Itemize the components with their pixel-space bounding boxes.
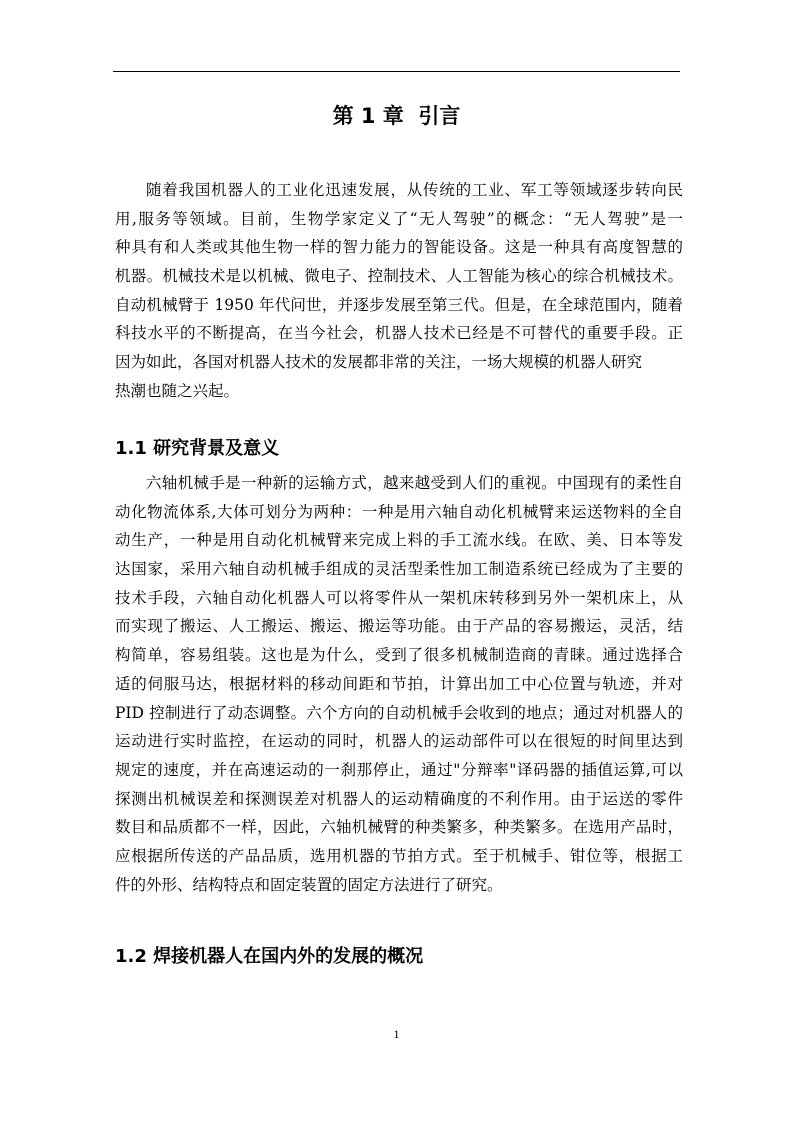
paragraph-line: 六轴机械手是一种新的运输方式，越来越受到人们的重视。中国现有的柔性自 (146, 474, 683, 492)
paragraph-line: 种具有和人类或其他生物一样的智力能力的智能设备。这是一种具有高度智慧的 (115, 238, 683, 257)
page-number: 1 (393, 1027, 400, 1041)
paragraph-line: 规定的速度，并在高速运动的一刹那停止，通过"分辩率"译码器的插值运算,可以 (115, 760, 683, 779)
paragraph-line: 运动进行实时监控，在运动的同时，机器人的运动部件可以在很短的时间里达到 (115, 732, 683, 751)
paragraph-line: 动化物流体系,大体可划分为两种：一种是用六轴自动化机械臂来运送物料的全自 (115, 502, 683, 521)
paragraph-line: 应根据所传送的产品品质，选用机器的节拍方式。至于机械手、钳位等，根据工 (115, 846, 683, 865)
paragraph-line: PID 控制进行了动态调整。六个方向的自动机械手会收到的地点；通过对机器人的 (115, 703, 683, 722)
header-rule (113, 71, 680, 72)
paragraph-line: 技术手段，六轴自动化机器人可以将零件从一架机床转移到另外一架机床上，从 (115, 588, 683, 607)
intro-paragraph (115, 176, 683, 406)
paragraph-line: 自动机械臂于 1950 年代问世，并逐步发展至第三代。但是，在全球范围内，随着 (115, 295, 683, 314)
section-heading-1-2: 1.2 焊接机器人在国内外的发展的概况 (115, 946, 424, 967)
chapter-title: 第 1 章 引言 (332, 104, 461, 128)
paragraph-line: 构简单，容易组装。这也是为什么，受到了很多机械制造商的青睐。通过选择合 (115, 646, 683, 665)
paragraph-line: 适的伺服马达，根据材料的移动间距和节拍，计算出加工中心位置与轨迹，并对 (115, 674, 683, 693)
paragraph-line: 用,服务等领域。目前，生物学家定义了“无人驾驶”的概念：“无人驾驶”是一 (115, 209, 683, 228)
paragraph-line: 热潮也随之兴起。 (115, 381, 240, 400)
paragraph-line: 件的外形、结构特点和固定装置的固定方法进行了研究。 (115, 875, 503, 894)
paragraph-line: 随着我国机器人的工业化迅速发展，从传统的工业、军工等领域逐步转向民 (146, 181, 683, 199)
paragraph-line: 达国家，采用六轴自动机械手组成的灵活型柔性加工制造系统已经成为了主要的 (115, 560, 683, 579)
paragraph-line: 科技水平的不断提高，在当今社会，机器人技术已经是不可替代的重要手段。正 (115, 324, 683, 343)
paragraph-line: 机器。机械技术是以机械、微电子、控制技术、人工智能为核心的综合机械技术。 (115, 267, 683, 286)
paragraph-line: 探测出机械误差和探测误差对机器人的运动精确度的不利作用。由于运送的零件 (115, 789, 683, 808)
paragraph-line: 因为如此，各国对机器人技术的发展都非常的关注，一场大规模的机器人研究 (115, 353, 643, 372)
section-1-1-paragraph (115, 469, 683, 899)
paragraph-line: 数目和品质都不一样，因此，六轴机械臂的种类繁多，种类繁多。在选用产品时， (115, 818, 683, 837)
paragraph-line: 动生产，一种是用自动化机械臂来完成上料的手工流水线。在欧、美、日本等发 (115, 531, 683, 550)
paragraph-line: 而实现了搬运、人工搬运、搬运、搬运等功能。由于产品的容易搬运，灵活，结 (115, 617, 683, 636)
section-heading-1-1: 1.1 研究背景及意义 (115, 438, 280, 459)
